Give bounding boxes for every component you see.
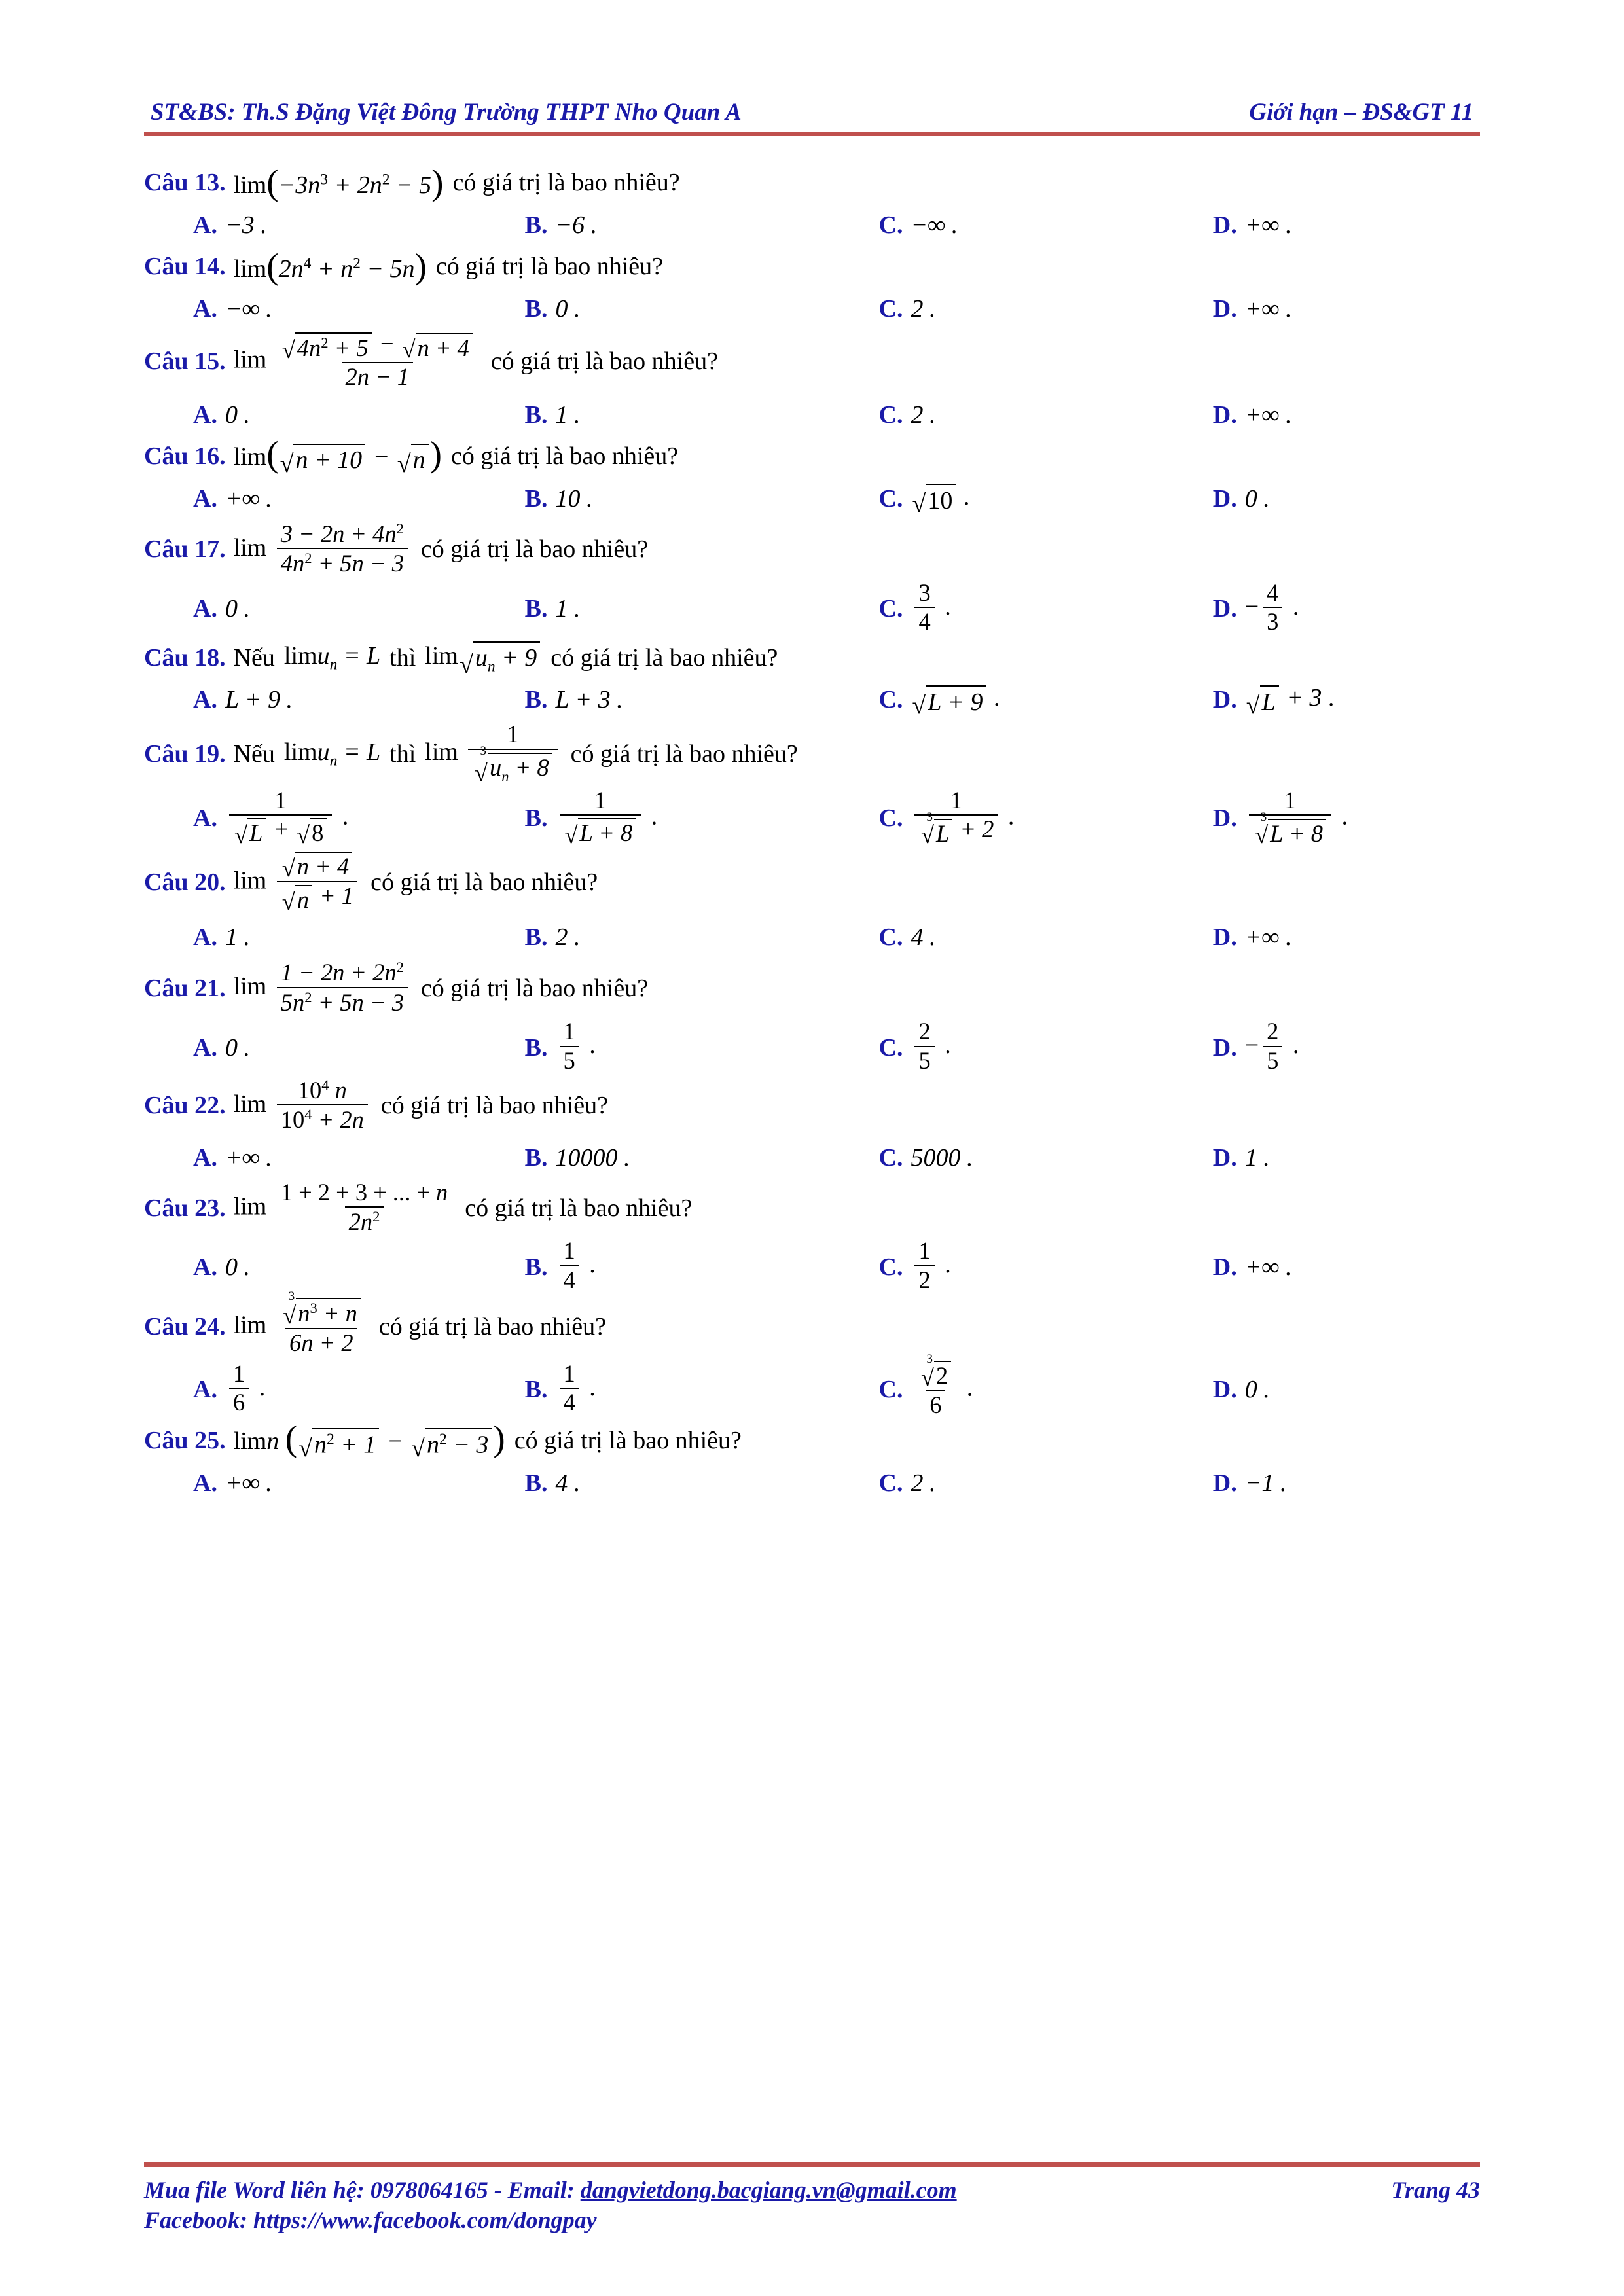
lim-operator: lim xyxy=(233,1311,267,1339)
option-d[interactable] xyxy=(1213,1375,1480,1404)
header-divider xyxy=(144,132,1480,136)
option-b[interactable] xyxy=(525,594,879,623)
lim-operator: lim xyxy=(233,1427,267,1455)
option-d[interactable] xyxy=(1213,211,1480,240)
option-value: +∞ . xyxy=(1244,924,1292,952)
option-a[interactable]: A. $\frac{1}{6}$ . xyxy=(193,1360,266,1416)
question-15-tail: có giá trị là bao nhiêu? xyxy=(490,348,718,376)
option-key: B. xyxy=(524,595,548,623)
option-key: C. xyxy=(878,211,903,239)
question-19-tail: có giá trị là bao nhiêu? xyxy=(570,740,798,768)
question-21 xyxy=(144,961,1480,1075)
option-key: B. xyxy=(524,924,548,952)
option-value: −∞ . xyxy=(225,295,272,323)
option-key: A. xyxy=(193,924,217,952)
question-22-label: Câu 22. xyxy=(144,1092,226,1120)
option-b[interactable] xyxy=(525,685,879,714)
question-19-stem: Câu 19. Nếu limu$_n$ = L thì lim 1 3 √ $u_n + 8$ có giá trị là bao nhiêu? xyxy=(144,721,798,787)
option-value: 4 . xyxy=(555,1469,581,1498)
question-24-label: Câu 24. xyxy=(144,1313,226,1341)
option-key: B. xyxy=(524,484,548,512)
option-key: D. xyxy=(1212,1253,1237,1281)
question-17-tail: có giá trị là bao nhiêu? xyxy=(420,535,649,564)
question-19 xyxy=(144,723,1480,847)
question-22-stem: Câu 22. lim $\frac{10^4 n}{10^4 + 2n}$ có giá trị là bao nhiêu? xyxy=(144,1076,608,1134)
option-c[interactable] xyxy=(879,923,1213,952)
question-20-tail: có giá trị là bao nhiêu? xyxy=(370,868,598,896)
option-key: C. xyxy=(878,1376,903,1404)
option-key: A. xyxy=(193,595,217,623)
option-value: 0 . xyxy=(225,1253,250,1281)
option-key: A. xyxy=(193,401,217,429)
question-20-options xyxy=(144,918,1480,957)
option-d[interactable]: D. − $\frac{2}{5}$ . xyxy=(1212,1018,1299,1074)
option-value: 2 . xyxy=(555,924,581,952)
option-key: A. xyxy=(193,1143,217,1172)
question-21-label: Câu 21. xyxy=(144,974,226,1002)
question-24-stem: Câu 24. lim 3 √ $n^3 + n$ 6n + 2 có giá trị là bao nhiêu? xyxy=(144,1289,607,1356)
question-20-label: Câu 20. xyxy=(144,868,226,896)
option-key: D. xyxy=(1212,924,1237,952)
option-key: C. xyxy=(878,924,903,952)
question-13-label: Câu 13. xyxy=(144,169,226,197)
question-19-options xyxy=(144,786,1480,849)
option-d[interactable] xyxy=(1213,401,1480,429)
question-18-options xyxy=(144,680,1480,719)
question-18-label: Câu 18. xyxy=(144,643,226,672)
option-key: B. xyxy=(524,1376,548,1404)
option-c[interactable]: C. √ 10 . xyxy=(878,482,970,518)
option-b[interactable]: B. $\frac{1}{4}$ . xyxy=(524,1237,596,1293)
option-key: D. xyxy=(1212,1143,1237,1172)
option-key: D. xyxy=(1212,295,1237,323)
option-key: D. xyxy=(1212,1469,1237,1498)
question-24-options xyxy=(144,1352,1480,1419)
footer-contact-text: Mua file Word liên hệ: 0978064165 - Email: xyxy=(144,2177,581,2203)
question-23-options xyxy=(144,1237,1480,1294)
option-c[interactable]: C. $\frac{2}{5}$ . xyxy=(878,1018,951,1074)
option-key: A. xyxy=(193,1253,217,1281)
option-value: +∞ . xyxy=(1244,1253,1292,1281)
page-header xyxy=(144,98,1480,132)
option-value: −1 . xyxy=(1244,1469,1287,1498)
option-a[interactable] xyxy=(144,1253,525,1282)
option-c[interactable]: C. 3 √ 2 6 . xyxy=(878,1352,973,1418)
option-a[interactable] xyxy=(144,1143,525,1172)
question-13-stem: Câu 13. $\lim(-3n^3 + 2n^2 - 5)$ có giá trị là bao nhiêu? xyxy=(144,162,680,202)
question-16 xyxy=(144,433,1480,518)
then-word: thì xyxy=(389,740,416,768)
option-c[interactable]: C. √ L + 9 . xyxy=(878,684,1000,719)
option-value: −∞ . xyxy=(911,211,958,239)
question-14-options xyxy=(144,289,1480,329)
question-23-stem: Câu 23. lim $\frac{1 + 2 + 3 + ... + n}{2n^2}$ có giá trị là bao nhiêu? xyxy=(144,1178,693,1236)
option-b[interactable] xyxy=(525,295,879,323)
question-21-tail: có giá trị là bao nhiêu? xyxy=(420,974,649,1002)
option-key: B. xyxy=(524,1253,548,1281)
lim-operator: lim xyxy=(233,867,267,895)
option-key: D. xyxy=(1212,401,1237,429)
question-15-stem: Câu 15. lim √ $4n^2 + 5$ − √ n + 4 2n − 1 có giá trị là bao nhiêu? xyxy=(144,330,718,391)
option-value: 1 . xyxy=(555,401,581,429)
option-a[interactable] xyxy=(144,1469,525,1498)
option-key: B. xyxy=(524,401,548,429)
question-16-tail: có giá trị là bao nhiêu? xyxy=(451,442,679,470)
lim-operator: lim xyxy=(233,255,267,283)
option-value: 2 . xyxy=(911,1469,936,1498)
page-footer xyxy=(144,2162,1480,2234)
option-key: C. xyxy=(878,401,903,429)
option-c[interactable] xyxy=(879,401,1213,429)
lim-operator: lim xyxy=(233,973,267,1001)
option-d[interactable] xyxy=(1213,1253,1480,1282)
option-key: B. xyxy=(524,295,548,323)
page-number: Trang 43 xyxy=(1391,2177,1480,2203)
question-22-options xyxy=(144,1138,1480,1177)
option-b[interactable] xyxy=(525,484,879,513)
question-22-tail: có giá trị là bao nhiêu? xyxy=(380,1092,608,1120)
option-key: A. xyxy=(193,804,217,833)
option-a[interactable] xyxy=(144,401,525,429)
option-key: C. xyxy=(878,1143,903,1172)
option-d[interactable]: D. − $\frac{4}{3}$ . xyxy=(1212,579,1299,636)
lim-operator: lim xyxy=(233,346,267,374)
option-key: B. xyxy=(524,686,548,714)
question-14-label: Câu 14. xyxy=(144,253,226,281)
option-value: 2 . xyxy=(911,401,936,429)
question-25 xyxy=(144,1418,1480,1503)
option-key: D. xyxy=(1212,686,1237,714)
option-c[interactable]: C. $\frac{3}{4}$ . xyxy=(878,579,951,636)
option-value: 4 . xyxy=(911,924,936,952)
option-d[interactable]: D. 1 3 √ L + 8 . xyxy=(1212,786,1348,849)
option-key: C. xyxy=(878,295,903,323)
footer-facebook-label: Facebook: xyxy=(144,2207,253,2233)
question-17-stem: Câu 17. lim $\frac{3 - 2n + 4n^2}{4n^2 + 5n - 3}$ có giá trị là bao nhiêu? xyxy=(144,520,649,577)
question-25-label: Câu 25. xyxy=(144,1427,226,1455)
option-value: +∞ . xyxy=(1244,401,1292,429)
question-15-options xyxy=(144,395,1480,435)
option-b[interactable]: B. $\frac{1}{5}$ . xyxy=(524,1018,596,1074)
question-17-options xyxy=(144,579,1480,636)
question-18-tail: có giá trị là bao nhiêu? xyxy=(550,643,778,672)
lim-operator: lim xyxy=(233,171,267,199)
option-b[interactable]: B. $\frac{1}{4}$ . xyxy=(524,1360,596,1416)
option-value: 0 . xyxy=(225,1033,250,1062)
option-c[interactable] xyxy=(879,1143,1213,1172)
option-key: C. xyxy=(878,484,903,512)
option-value: 10000 . xyxy=(555,1143,630,1172)
option-value: L + 3 . xyxy=(555,686,623,714)
option-c[interactable] xyxy=(879,211,1213,240)
question-16-stem: Câu 16. lim( √ n + 10 − √ n ) có giá trị là bao nhiêu? xyxy=(144,433,679,478)
option-key: B. xyxy=(524,211,548,239)
option-value: 1 . xyxy=(555,595,581,623)
option-key: A. xyxy=(193,211,217,239)
option-c[interactable]: C. $\frac{1}{2}$ . xyxy=(878,1237,951,1293)
option-value: −6 . xyxy=(555,211,598,239)
question-14 xyxy=(144,245,1480,329)
option-key: A. xyxy=(193,1469,217,1498)
option-c[interactable] xyxy=(879,1469,1213,1498)
option-value: +∞ . xyxy=(225,1143,272,1172)
question-13-tail: có giá trị là bao nhiêu? xyxy=(452,169,680,197)
option-key: B. xyxy=(524,1143,548,1172)
question-14-tail: có giá trị là bao nhiêu? xyxy=(435,253,663,281)
option-key: D. xyxy=(1212,211,1237,239)
option-b[interactable] xyxy=(525,211,879,240)
question-15-label: Câu 15. xyxy=(144,348,226,376)
question-20 xyxy=(144,852,1480,958)
option-key: C. xyxy=(878,1033,903,1062)
option-d[interactable]: D. √ L + 3 . xyxy=(1212,684,1335,719)
option-a[interactable] xyxy=(144,594,525,623)
option-value: −3 . xyxy=(225,211,267,239)
option-value: 0 . xyxy=(225,595,250,623)
option-b[interactable] xyxy=(525,923,879,952)
question-25-tail: có giá trị là bao nhiêu? xyxy=(514,1427,742,1455)
option-value: 10 . xyxy=(555,484,593,512)
question-23-tail: có giá trị là bao nhiêu? xyxy=(465,1194,693,1222)
option-d[interactable] xyxy=(1213,295,1480,323)
question-16-label: Câu 16. xyxy=(144,442,226,470)
option-key: B. xyxy=(524,804,548,833)
question-16-options xyxy=(144,479,1480,518)
question-22 xyxy=(144,1076,1480,1177)
header-left-text: ST&BS: Th.S Đặng Việt Đông Trường THPT Nho Quan A xyxy=(151,99,742,126)
option-value: 1 . xyxy=(1244,1143,1270,1172)
option-b[interactable] xyxy=(525,1143,879,1172)
option-b[interactable] xyxy=(525,401,879,429)
header-right-text: Giới hạn – ĐS&GT 11 xyxy=(1249,99,1473,126)
option-a[interactable] xyxy=(144,685,525,714)
option-key: D. xyxy=(1212,595,1237,623)
option-a[interactable] xyxy=(144,211,525,240)
option-value: +∞ . xyxy=(225,484,272,512)
if-word: Nếu xyxy=(233,740,275,768)
option-d[interactable] xyxy=(1213,1469,1480,1498)
question-19-label: Câu 19. xyxy=(144,740,226,768)
option-key: D. xyxy=(1212,1033,1237,1062)
lim-operator: lim xyxy=(233,442,267,471)
question-15 xyxy=(144,332,1480,435)
question-21-stem: Câu 21. lim $\frac{1 - 2n + 2n^2}{5n^2 + 5n - 3}$ có giá trị là bao nhiêu? xyxy=(144,959,649,1016)
lim-operator: lim xyxy=(233,534,267,562)
option-value: +∞ . xyxy=(1244,211,1292,239)
option-key: B. xyxy=(524,1033,548,1062)
lim-operator: lim xyxy=(233,1090,267,1118)
lim-operator: lim xyxy=(233,1193,267,1221)
option-c[interactable]: C. 1 3 √ L + 2 . xyxy=(878,786,1015,849)
question-25-stem: Câu 25. limn ( √ $n^2 + 1$ − √ $n^2 - 3$ ) có giá trị là bao nhiêu? xyxy=(144,1418,742,1463)
option-key: A. xyxy=(193,484,217,512)
footer-contact-line xyxy=(144,2176,1480,2204)
footer-email-link[interactable]: dangvietdong.bacgiang.vn@gmail.com xyxy=(580,2177,957,2203)
question-25-options xyxy=(144,1463,1480,1503)
question-20-stem: Câu 20. lim √ n + 4 √ n + 1 có giá trị là bao nhiêu? xyxy=(144,853,598,915)
question-24-tail: có giá trị là bao nhiêu? xyxy=(378,1313,607,1341)
question-13-options xyxy=(144,206,1480,245)
option-key: D. xyxy=(1212,1376,1237,1404)
option-key: C. xyxy=(878,804,903,833)
question-14-stem: Câu 14. $\lim(2n^4 + n^2 - 5n)$ có giá trị là bao nhiêu? xyxy=(144,245,663,286)
option-key: C. xyxy=(878,686,903,714)
footer-facebook-link[interactable]: https://www.facebook.com/dongpay xyxy=(253,2207,597,2233)
option-key: C. xyxy=(878,1253,903,1281)
option-a[interactable] xyxy=(144,484,525,513)
question-18 xyxy=(144,639,1480,719)
option-key: A. xyxy=(193,1033,217,1062)
option-a[interactable]: A. 1 √ L + √ 8 . xyxy=(193,786,349,849)
option-b[interactable]: B. 1 √ L + 8 . xyxy=(524,786,658,849)
option-value: 1 . xyxy=(225,924,250,952)
question-18-stem: Câu 18. Nếu limu$_n$ = L thì lim √ $u_n + 9$ có giá trị là bao nhiêu? xyxy=(144,642,778,679)
option-value: 0 . xyxy=(1244,1376,1270,1404)
option-key: C. xyxy=(878,1469,903,1498)
then-word: thì xyxy=(389,643,416,672)
option-key: A. xyxy=(193,295,217,323)
if-word: Nếu xyxy=(233,643,275,672)
option-value: +∞ . xyxy=(1244,295,1292,323)
option-key: A. xyxy=(193,1376,217,1404)
footer-facebook-line xyxy=(144,2206,1480,2234)
option-value: 0 . xyxy=(1244,484,1270,512)
option-value: +∞ . xyxy=(225,1469,272,1498)
option-value: 0 . xyxy=(555,295,581,323)
option-a[interactable] xyxy=(144,923,525,952)
question-17 xyxy=(144,522,1480,636)
option-key: D. xyxy=(1212,804,1237,833)
option-a[interactable] xyxy=(144,295,525,323)
question-21-options xyxy=(144,1020,1480,1075)
option-value: 2 . xyxy=(911,295,936,323)
question-23 xyxy=(144,1178,1480,1294)
question-24 xyxy=(144,1289,1480,1419)
question-13 xyxy=(144,162,1480,245)
option-b[interactable] xyxy=(525,1469,879,1498)
option-value: 5000 . xyxy=(911,1143,973,1172)
footer-divider xyxy=(144,2162,1480,2167)
question-17-label: Câu 17. xyxy=(144,535,226,564)
option-c[interactable] xyxy=(879,295,1213,323)
option-d[interactable] xyxy=(1213,484,1480,513)
option-d[interactable] xyxy=(1213,923,1480,952)
option-d[interactable] xyxy=(1213,1143,1480,1172)
option-value: 0 . xyxy=(225,401,250,429)
option-key: D. xyxy=(1212,484,1237,512)
option-key: A. xyxy=(193,686,217,714)
option-key: C. xyxy=(878,595,903,623)
option-a[interactable] xyxy=(144,1033,525,1062)
option-value: L + 9 . xyxy=(225,686,293,714)
option-key: B. xyxy=(524,1469,548,1498)
question-23-label: Câu 23. xyxy=(144,1194,226,1222)
